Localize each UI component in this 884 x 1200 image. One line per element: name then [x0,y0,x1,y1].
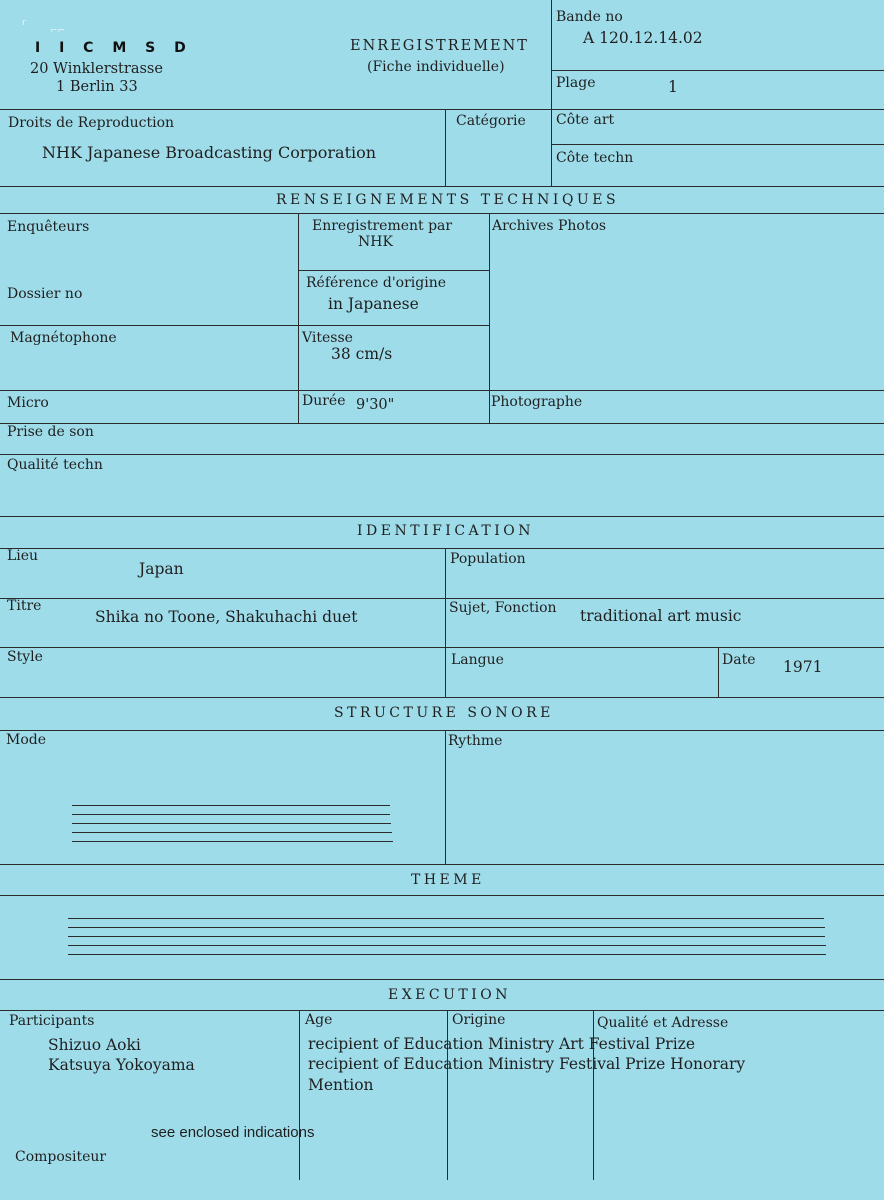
rule [298,270,490,271]
mode-staff-line [72,805,390,806]
rule [298,213,299,423]
reference-value: in Japanese [328,295,419,313]
ink-mark: ⌐⌐ [50,26,66,36]
rule [0,325,490,326]
participant-name: Katsuya Yokoyama [48,1056,195,1074]
theme-staff-line [68,918,824,919]
rule [0,647,884,648]
mode-staff-line [72,814,390,815]
bande-label: Bande no [556,9,623,25]
rule [0,423,884,424]
photographe-label: Photographe [491,394,583,410]
titre-label: Titre [7,598,42,614]
sujet-label: Sujet, Fonction [449,600,557,616]
origine-label: Origine [452,1012,506,1028]
enregistrement-par-label: Enregistrement par [312,218,453,234]
rule [0,598,884,599]
rule [0,109,884,110]
rule [552,70,884,71]
vitesse-value: 38 cm/s [331,345,393,363]
rule [0,895,884,896]
participants-label: Participants [9,1013,95,1029]
ink-mark: r [22,18,26,28]
rule [445,548,446,697]
duree-label: Durée [302,393,346,409]
prise-de-son-label: Prise de son [7,424,94,440]
droits-label: Droits de Reproduction [8,115,175,131]
titre-value: Shika no Toone, Shakuhachi duet [95,608,358,626]
theme-staff-line [68,936,825,937]
style-label: Style [7,649,43,665]
rule [0,213,884,214]
participant-note: recipient of Education Ministry Festival Prize Honorary [308,1055,746,1073]
population-label: Population [450,551,526,567]
rule [0,454,884,455]
mode-staff-line [72,823,391,824]
cote-techn-label: Côte techn [556,150,634,166]
duree-value: 9'30" [356,397,395,413]
section-title-structure: STRUCTURE SONORE [334,705,554,721]
participant-note: Mention [308,1076,374,1094]
lieu-label: Lieu [7,548,39,564]
form-title: ENREGISTREMENT [350,38,529,54]
rule [718,647,719,697]
rule [0,390,884,391]
theme-staff-line [68,945,826,946]
rule [0,516,884,517]
section-title-identification: IDENTIFICATION [357,523,534,539]
magnetophone-label: Magnétophone [10,330,117,346]
rule [552,144,884,145]
section-title-technical: RENSEIGNEMENTS TECHNIQUES [276,192,620,208]
rule [0,979,884,980]
theme-staff-line [68,954,826,955]
rule [0,186,884,187]
categorie-label: Catégorie [456,113,526,129]
bande-value: A 120.12.14.02 [583,29,703,47]
section-title-theme: THEME [411,872,485,888]
rule [0,697,884,698]
participant-note: recipient of Education Ministry Art Festival Prize [308,1035,696,1053]
date-label: Date [722,652,756,668]
vitesse-label: Vitesse [302,330,353,346]
rule [551,0,552,186]
enregistrement-par-value: NHK [358,234,393,250]
rythme-label: Rythme [448,733,503,749]
section-title-execution: EXECUTION [388,987,512,1003]
mode-staff-line [72,832,392,833]
theme-staff-line [68,927,825,928]
rule [445,730,446,864]
rule [299,1010,300,1180]
mode-label: Mode [6,732,47,748]
reference-label: Référence d'origine [306,275,447,291]
micro-label: Micro [7,395,49,411]
cote-art-label: Côte art [556,112,615,128]
form-subtitle: (Fiche individuelle) [367,59,505,75]
qualite-techn-label: Qualité techn [7,457,103,473]
droits-value: NHK Japanese Broadcasting Corporation [42,143,377,162]
compositeur-label: Compositeur [15,1149,107,1165]
enqueteurs-label: Enquêteurs [7,219,90,235]
rule [0,548,884,549]
plage-label: Plage [556,75,596,91]
dossier-label: Dossier no [7,286,83,302]
rule [0,864,884,865]
institute-logo: I I C M S D [35,40,193,56]
plage-value: 1 [668,78,678,96]
sujet-value: traditional art music [580,607,742,625]
lieu-value: Japan [139,560,184,578]
address-line-2: 1 Berlin 33 [56,79,138,95]
address-line-1: 20 Winklerstrasse [30,61,163,77]
mode-staff-line [72,841,393,842]
rule [0,1010,884,1011]
participant-name: Shizuo Aoki [48,1036,141,1054]
langue-label: Langue [451,652,504,668]
rule [0,730,884,731]
rule [445,109,446,186]
archives-photos-label: Archives Photos [492,218,607,234]
date-value: 1971 [783,658,823,676]
see-enclosed-note: see enclosed indications [151,1124,315,1141]
qualite-adresse-label: Qualité et Adresse [597,1015,729,1031]
rule [489,213,490,423]
age-label: Age [305,1012,333,1028]
